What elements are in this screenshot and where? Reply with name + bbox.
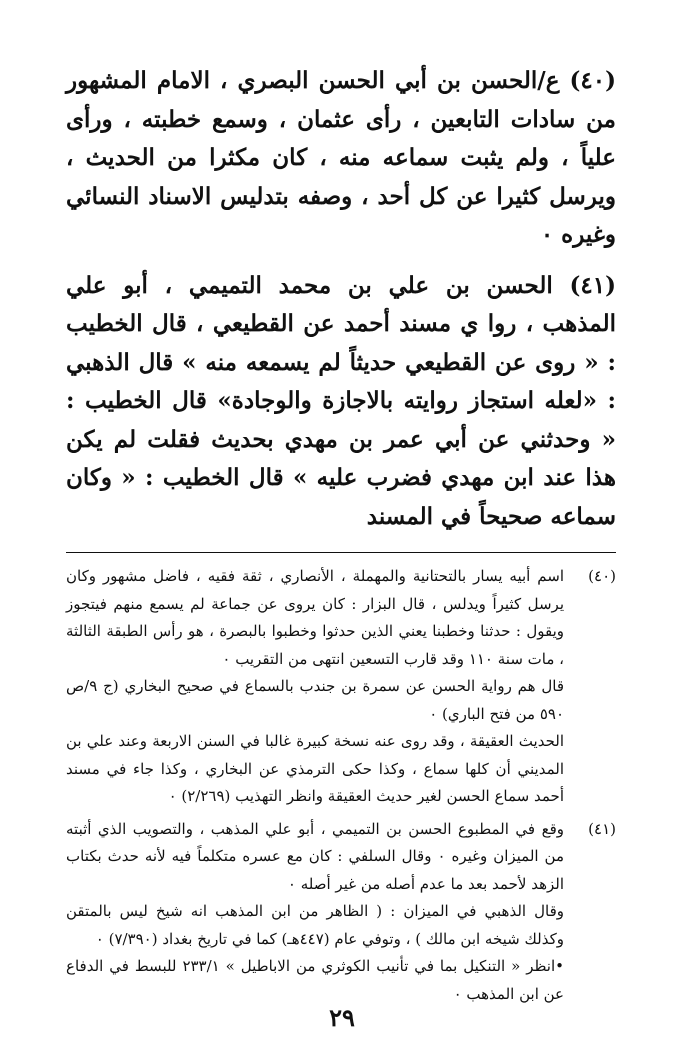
main-text xyxy=(66,62,616,536)
footnote-paragraph: الحديث العقيقة ، وقد روى عنه نسخة كبيرة غالبا في السنن الاربعة وعند علي بن المديني أن كلها سماع ، وكذا حكى الترمذي عن البخاري ، وكذا جاء في مسند أحمد سماع الحسن لغير حديث العقيقة وانظر التهذيب (٢/٢٦٩) ٠ xyxy=(66,732,564,805)
footnote-number: (٤٠) xyxy=(588,567,616,585)
page-number: ٢٩ xyxy=(329,1003,355,1032)
footnote-body xyxy=(66,563,564,811)
footnote-divider xyxy=(66,552,616,553)
footnote-paragraph: وقع في المطبوع الحسن بن التميمي ، أبو علي المذهب ، والتصويب الذي أثبته من الميزان وغيره ٠ وقال السلفي : كان مع عسره متكلماً فيه لأنه حدث بكتاب الزهد لأحمد بعد ما عدم أصله من غير أصله ٠ xyxy=(66,819,565,893)
footnote-paragraph: •انظر « التنكيل بما في تأنيب الكوثري من الاباطيل » ٢٣٣/١ للبسط في الدفاع عن ابن المذهب ٠ xyxy=(66,957,564,1003)
book-page xyxy=(66,62,616,1013)
footnote-41 xyxy=(66,816,616,1009)
footnote-paragraph: قال هم رواية الحسن عن سمرة بن جندب بالسماع في صحيح البخاري (ج ٩/ص ٥٩٠ من فتح الباري) ٠ xyxy=(66,677,564,723)
entry-41-paragraph: (٤١) الحسن بن علي بن محمد التميمي ، أبو علي المذهب ، روا ي مسند أحمد عن القطيعي ، قال الخطيب : « روى عن القطيعي حديثاً لم يسمعه منه » قال الذهبي : «لعله استجاز روايته بالاجازة والوجادة» قال الخطيب : « وحدثني عن أبي عمر بن مهدي بحديث فقلت لم يكن هذا عند ابن مهدي فضرب عليه » قال الخطيب : « وكان سماعه صحيحاً في المسند xyxy=(66,271,616,530)
entry-40-paragraph: (٤٠) ع/الحسن بن أبي الحسن البصري ، الامام المشهور من سادات التابعين ، رأى عثمان ، وسمع خطبته ، ورأى علياً ، ولم يثبت سماعه منه ، كان مكثرا من الحديث ، ويرسل كثيرا عن كل أحد ، وصفه بتدليس الاسناد النسائي وغيره ٠ xyxy=(66,67,616,248)
footnote-paragraph: وقال الذهبي في الميزان : ( الظاهر من ابن المذهب انه شيخ ليس بالمتقن وكذلك شيخه ابن مالك ) ، وتوفي عام (٤٤٧هـ) كما في تاريخ بغداد (٧/٣٩٠) ٠ xyxy=(66,902,564,948)
footnote-number: (٤١) xyxy=(588,819,616,838)
footnotes xyxy=(66,563,616,1008)
footnote-40 xyxy=(66,563,616,811)
footnote-body xyxy=(66,816,564,1009)
footnote-paragraph: اسم أبيه يسار بالتحتانية والمهملة ، الأنصاري ، ثقة فقيه ، فاضل مشهور وكان يرسل كثيراً ويدلس ، قال البزار : كان يروى عن جماعة لم يسمع منهم فيتجوز ويقول : حدثنا وخطبنا يعني الذين حدثوا وخطبوا بالبصرة ، هو رأس الطبقة الثالثة ، مات سنة ١١٠ وقد قارب التسعين انتهى من التقريب ٠ xyxy=(66,567,564,668)
